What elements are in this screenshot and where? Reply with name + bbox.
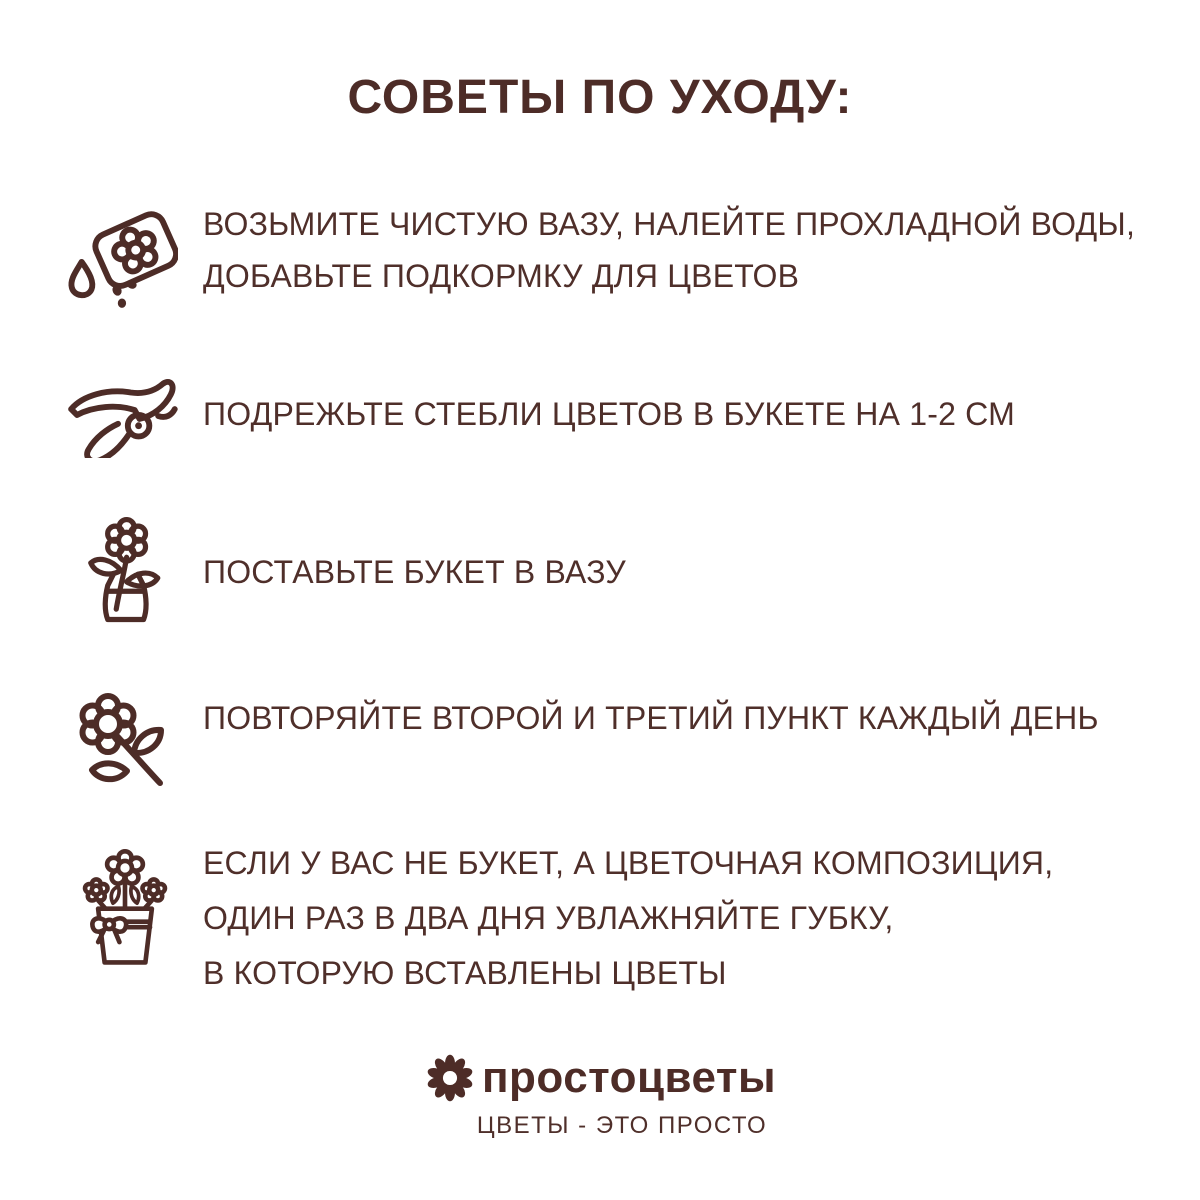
flower-food-packet-icon — [60, 200, 178, 312]
tip-5-text — [203, 836, 1053, 1001]
pruning-shears-icon — [56, 370, 184, 458]
flower-logo-icon — [424, 1052, 476, 1104]
brand-name: простоцветы — [481, 1053, 777, 1102]
brand-row — [424, 1052, 776, 1104]
tip-line: ПОСТАВЬТЕ БУКЕТ В ВАЗУ — [203, 554, 626, 590]
flower-icon — [70, 684, 170, 788]
tip-line: ПОВТОРЯЙТЕ ВТОРОЙ И ТРЕТИЙ ПУНКТ КАЖДЫЙ ДЕНЬ — [203, 700, 1099, 736]
tip-line: ЕСЛИ У ВАС НЕ БУКЕТ, А ЦВЕТОЧНАЯ КОМПОЗИЦИЯ, — [203, 845, 1054, 881]
tip-line: ПОДРЕЖЬТЕ СТЕБЛИ ЦВЕТОВ В БУКЕТЕ НА 1-2 СМ — [203, 396, 1015, 432]
tip-line: ДОБАВЬТЕ ПОДКОРМКУ ДЛЯ ЦВЕТОВ — [203, 258, 800, 294]
flower-pot-icon — [74, 842, 176, 968]
tip-line: ВОЗЬМИТЕ ЧИСТУЮ ВАЗУ, НАЛЕЙТЕ ПРОХЛАДНОЙ ВОДЫ, — [203, 206, 1136, 242]
tip-1-text — [203, 198, 1135, 302]
tip-line: В КОТОРУЮ ВСТАВЛЕНЫ ЦВЕТЫ — [203, 955, 727, 991]
tip-2-text — [203, 388, 1015, 440]
tip-4-text — [203, 692, 1099, 744]
brand-tagline: ЦВЕТЫ - ЭТО ПРОСТО — [476, 1112, 768, 1139]
tip-line: ОДИН РАЗ В ДВА ДНЯ УВЛАЖНЯЙТЕ ГУБКУ, — [203, 900, 894, 936]
footer-brand-block — [0, 1052, 1200, 1140]
tip-3-text — [203, 546, 626, 598]
page-title: СОВЕТЫ ПО УХОДУ: — [347, 71, 853, 124]
flower-in-vase-icon — [68, 512, 172, 628]
